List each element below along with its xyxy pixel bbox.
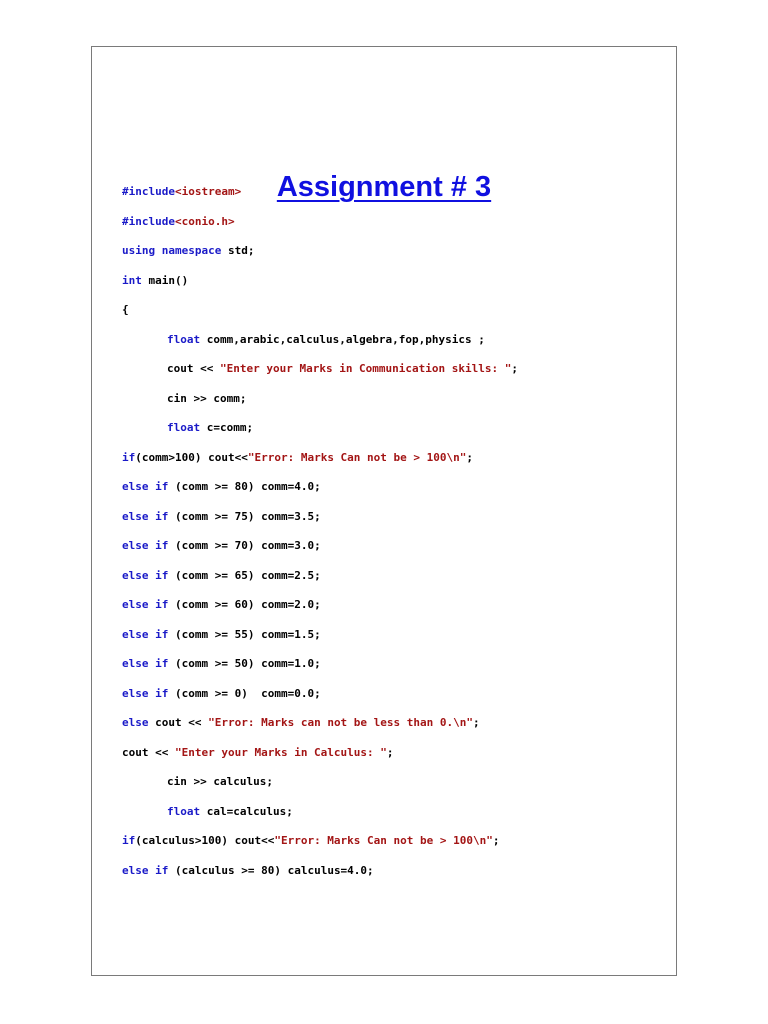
- code-keyword: else: [122, 509, 149, 523]
- code-text: (comm >= 0) comm=0.0;: [168, 686, 321, 700]
- code-text: c=comm;: [200, 421, 254, 434]
- code-text: cout <<: [148, 716, 209, 729]
- code-keyword: else: [122, 568, 149, 582]
- code-text: (calculus >= 80) calculus=4.0;: [168, 863, 374, 877]
- code-line: [122, 569, 321, 583]
- code-line: [122, 185, 241, 199]
- code-text: std;: [221, 244, 255, 257]
- code-line: [122, 451, 473, 465]
- code-text: (calculus>100) cout<<: [135, 834, 275, 847]
- code-line: [122, 244, 254, 258]
- code-text: (comm >= 65) comm=2.5;: [168, 568, 321, 582]
- code-line: [167, 421, 253, 435]
- code-line: [167, 392, 246, 406]
- code-string: "Enter your Marks in Communication skills: ": [219, 362, 512, 375]
- code-keyword: if: [155, 863, 169, 877]
- code-text: main(): [141, 273, 189, 287]
- code-string: "Error: Marks can not be less than 0.\n": [208, 716, 474, 729]
- code-line: [167, 362, 518, 376]
- code-keyword: if: [155, 480, 169, 493]
- code-keyword: else: [122, 627, 149, 641]
- code-text: cal=calculus;: [200, 804, 293, 818]
- code-text: cin >> comm;: [167, 391, 247, 405]
- code-text: (comm >= 70) comm=3.0;: [168, 539, 321, 552]
- code-keyword: if: [155, 539, 169, 552]
- code-line: [122, 215, 235, 229]
- code-line: [122, 480, 321, 494]
- code-line: [122, 510, 321, 524]
- code-line: [122, 657, 321, 671]
- code-line: [122, 598, 321, 612]
- code-line: [122, 716, 480, 730]
- code-string: <conio.h>: [174, 214, 235, 228]
- code-keyword: else: [122, 716, 149, 729]
- code-keyword: float: [167, 332, 201, 346]
- code-text: ;: [492, 834, 500, 847]
- code-string: <iostream>: [174, 185, 242, 198]
- code-keyword: if: [155, 686, 169, 700]
- code-keyword: int: [122, 273, 142, 287]
- code-line: [122, 746, 394, 760]
- code-keyword: float: [167, 421, 201, 434]
- code-line: [122, 303, 129, 317]
- code-keyword: #include: [122, 185, 175, 198]
- code-keyword: if: [155, 568, 169, 582]
- code-keyword: else: [122, 686, 149, 700]
- code-line: [167, 333, 485, 347]
- code-keyword: float: [167, 804, 201, 818]
- code-keyword: #include: [122, 214, 175, 228]
- code-string: "Error: Marks Can not be > 100\n": [247, 450, 467, 464]
- code-line: [167, 805, 293, 819]
- code-line: [122, 539, 321, 553]
- code-text: {: [122, 303, 129, 316]
- code-line: [122, 628, 321, 642]
- code-line: [122, 864, 374, 878]
- code-string: "Enter your Marks in Calculus: ": [174, 745, 387, 759]
- code-text: cout <<: [167, 362, 220, 375]
- code-keyword: else: [122, 657, 149, 670]
- code-text: (comm >= 80) comm=4.0;: [168, 480, 321, 493]
- code-text: ;: [466, 450, 474, 464]
- code-text: (comm >= 50) comm=1.0;: [168, 657, 321, 670]
- code-text: cout <<: [122, 745, 175, 759]
- code-text: ;: [386, 745, 394, 759]
- code-text: [155, 244, 162, 257]
- code-line: [122, 274, 188, 288]
- code-line: [167, 775, 273, 789]
- code-line: [122, 834, 500, 848]
- code-keyword: else: [122, 863, 149, 877]
- code-line: [122, 687, 321, 701]
- code-keyword: if: [122, 834, 136, 847]
- code-text: ;: [473, 716, 480, 729]
- code-keyword: else: [122, 480, 149, 493]
- document-page: [91, 46, 677, 976]
- code-keyword: if: [155, 509, 169, 523]
- code-keyword: if: [122, 450, 136, 464]
- code-text: ;: [511, 362, 519, 375]
- code-keyword: if: [155, 627, 169, 641]
- code-string: "Error: Marks Can not be > 100\n": [274, 834, 493, 847]
- page-title: Assignment # 3: [276, 171, 492, 203]
- code-text: (comm >= 60) comm=2.0;: [168, 598, 321, 611]
- code-text: comm,arabic,calculus,algebra,fop,physics ;: [200, 332, 485, 346]
- code-keyword: using: [122, 244, 156, 257]
- code-keyword: if: [155, 598, 169, 611]
- code-keyword: else: [122, 539, 149, 552]
- code-text: (comm >= 55) comm=1.5;: [168, 627, 321, 641]
- code-keyword: else: [122, 598, 149, 611]
- code-keyword: if: [155, 657, 169, 670]
- code-text: (comm>100) cout<<: [135, 450, 248, 464]
- code-text: (comm >= 75) comm=3.5;: [168, 509, 321, 523]
- code-keyword: namespace: [161, 244, 222, 257]
- code-text: cin >> calculus;: [167, 775, 273, 788]
